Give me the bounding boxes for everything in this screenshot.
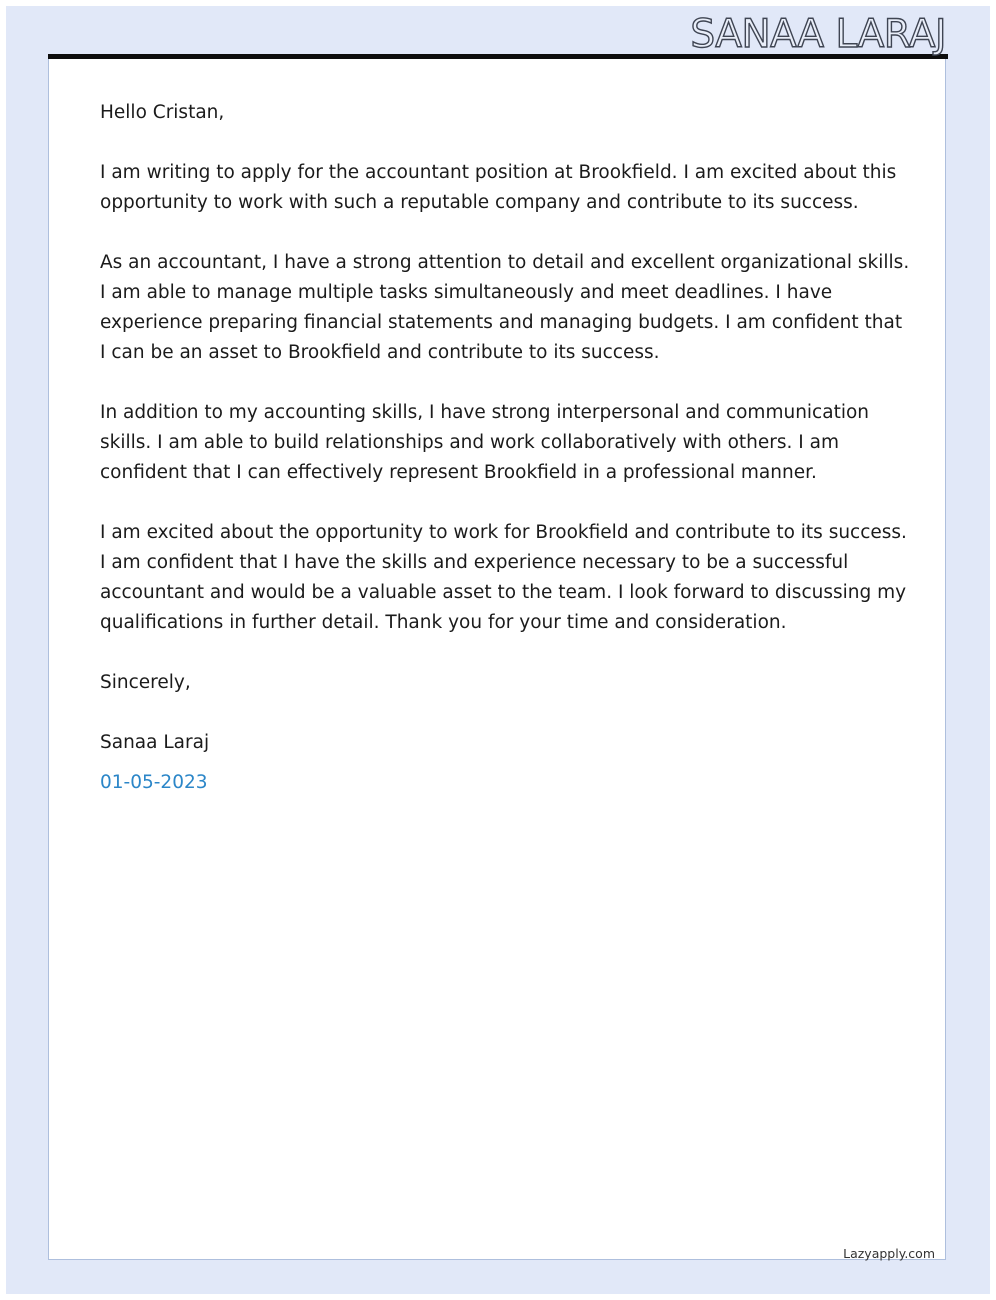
letter-date: 01-05-2023 (100, 772, 208, 793)
letter-signature: Sanaa Laraj (100, 732, 210, 753)
letter-paragraph: I am writing to apply for the accountant position at Brookfield. I am excited about this opportunity to work with such a reputable company and contribute to its success. (100, 162, 897, 213)
letter-paragraph: In addition to my accounting skills, I have strong interpersonal and communication skills. I am able to build relationships and work collaboratively with others. I am confident that I can effectively represent Brookfield in a professional manner. (100, 402, 870, 483)
applicant-name-header: SANAA LARAJ (690, 12, 946, 57)
footer-brand-link[interactable]: Lazyapply.com (843, 1246, 935, 1261)
letter-closing: Sincerely, (100, 672, 191, 693)
letter-paragraph: As an accountant, I have a strong attention to detail and excellent organizational skills. I am able to manage multiple tasks simultaneously and meet deadlines. I have experience preparing financial statements and managing budgets. I am confident that I can be an asset to Brookfield and contribute to its success. (100, 252, 910, 363)
letter-greeting: Hello Cristan, (100, 102, 225, 123)
letter-paragraph: I am excited about the opportunity to work for Brookfield and contribute to its success. I am confident that I have the skills and experience necessary to be a successful accountant and would be a valuable asset to the team. I look forward to discussing my qualifications in further detail. Thank you for your time and consideration. (100, 522, 907, 633)
cover-letter-body (100, 98, 910, 798)
